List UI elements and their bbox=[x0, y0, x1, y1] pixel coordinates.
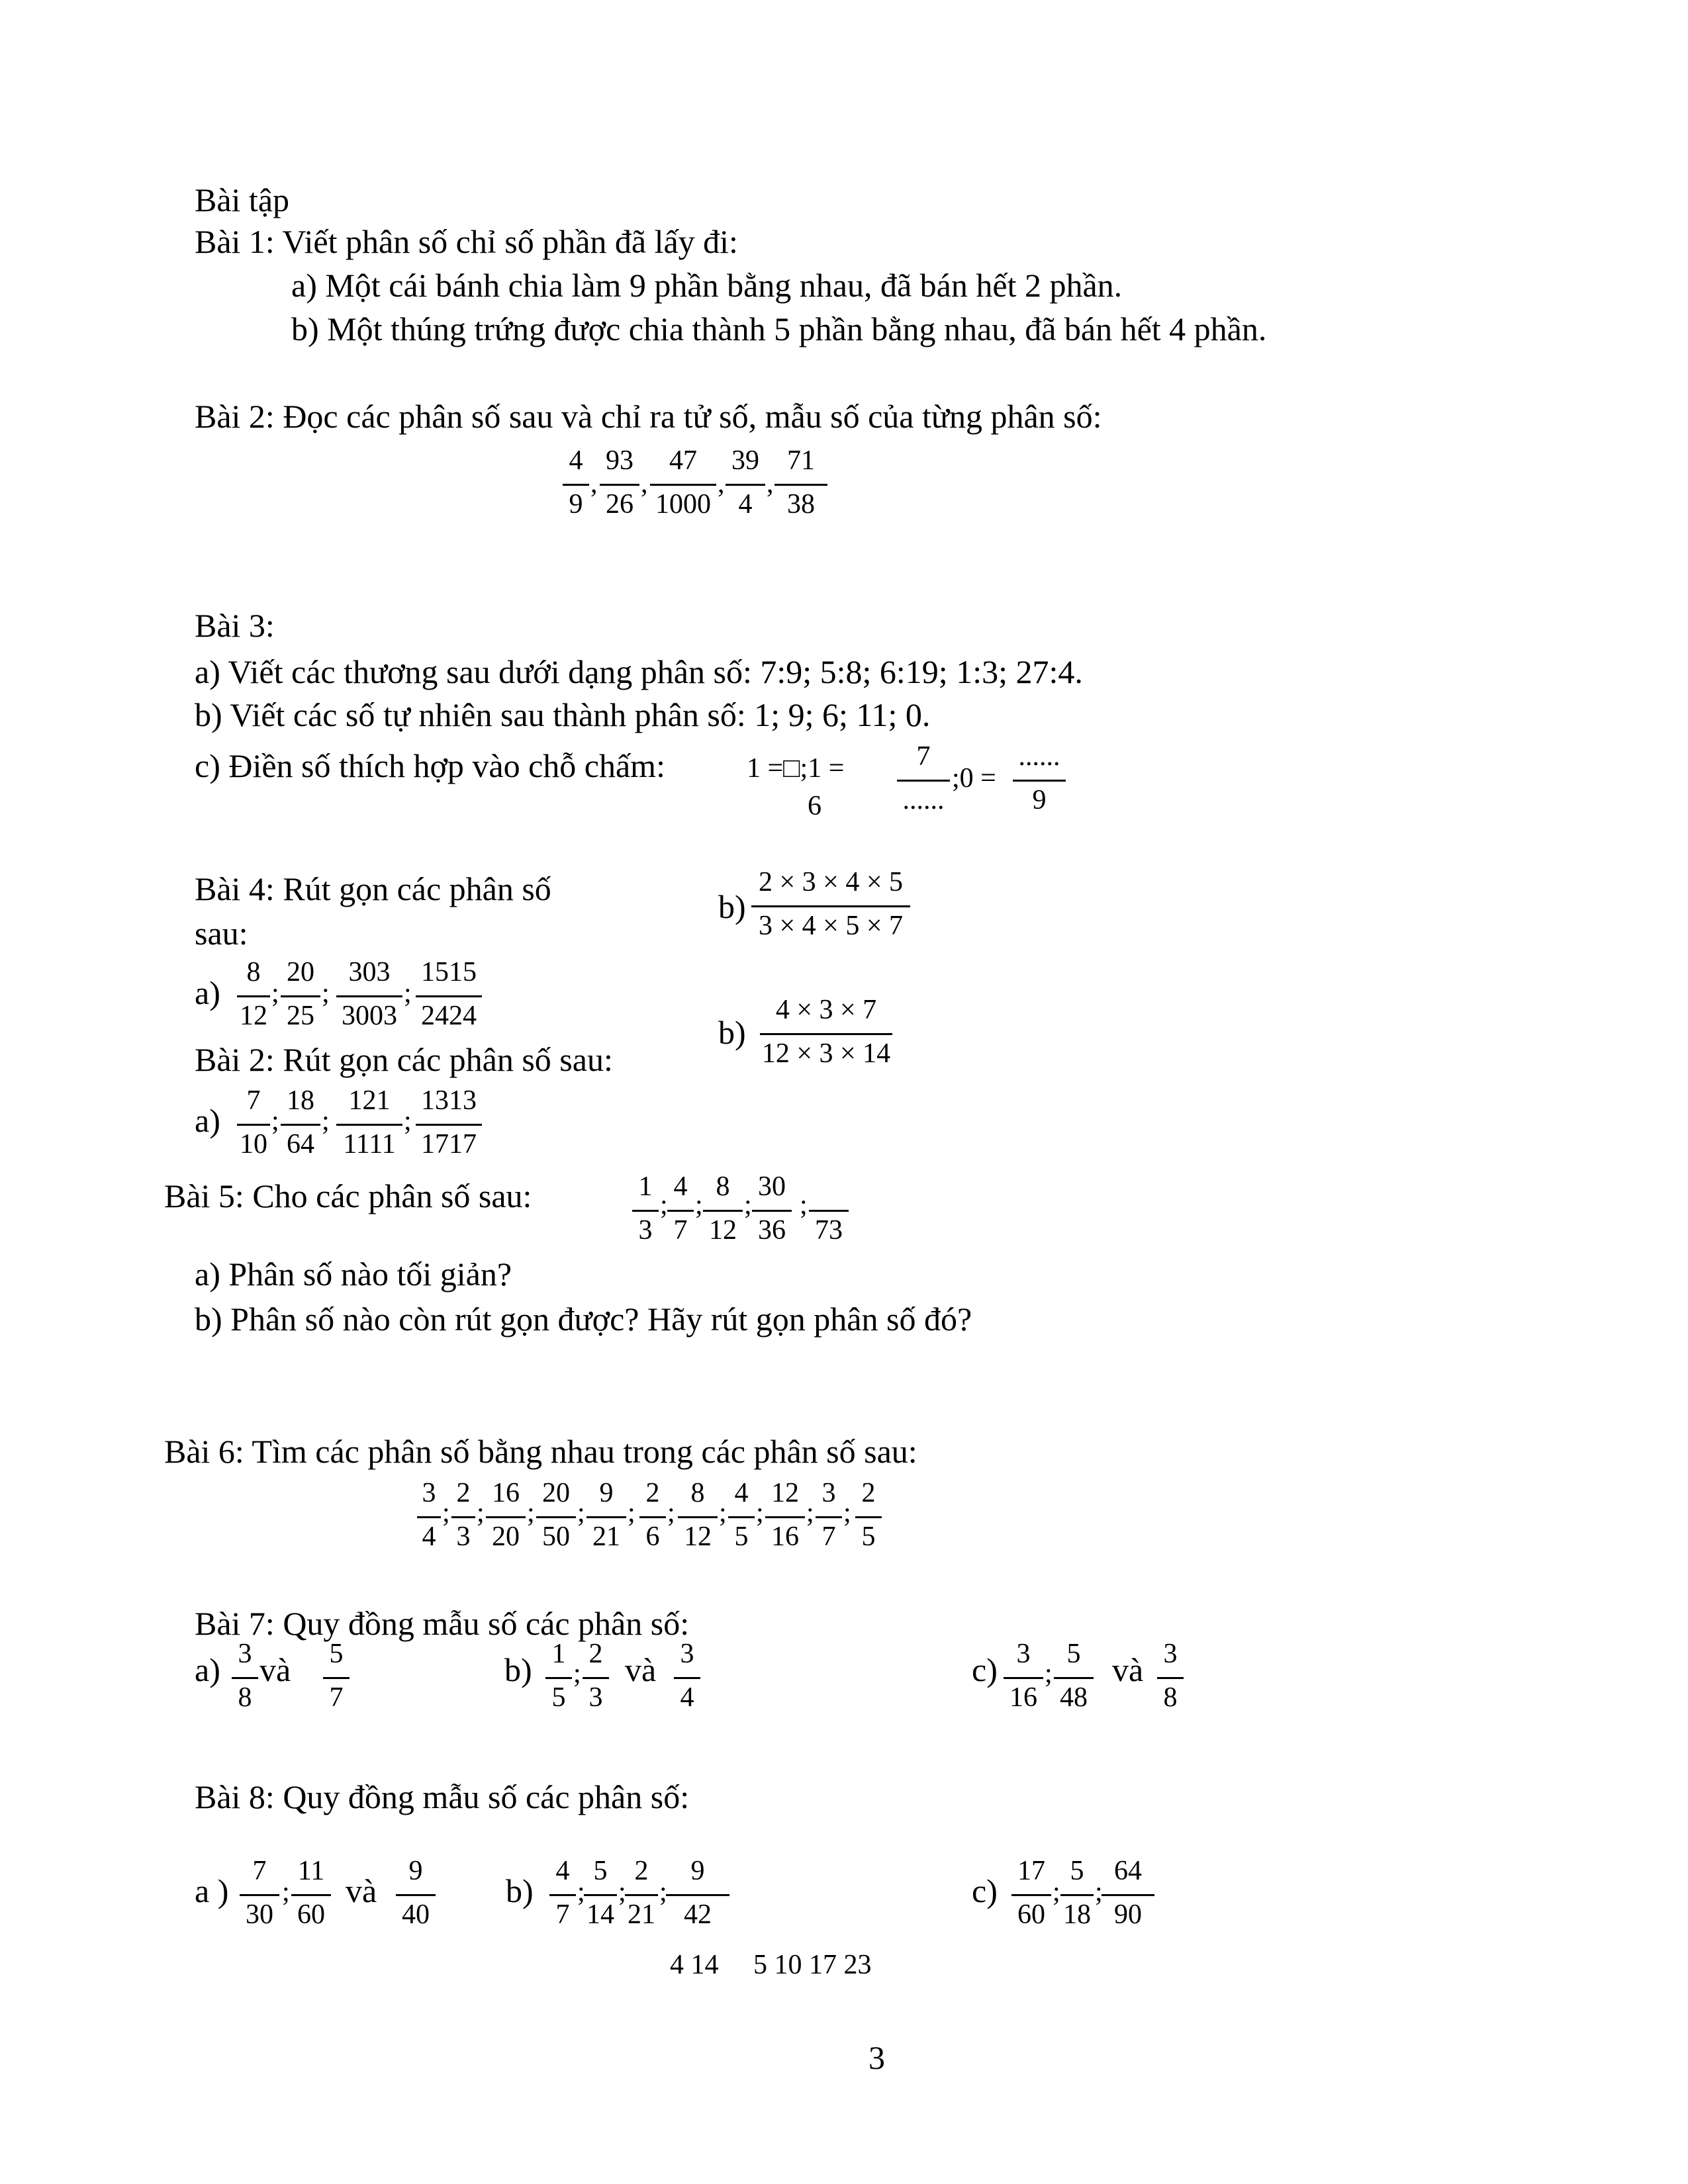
bai1-a: a) Một cái bánh chia làm 9 phần bằng nhau, đã bán hết 2 phần. bbox=[291, 267, 1123, 304]
separator: ; bbox=[271, 1106, 279, 1136]
bai5-b: b) Phân số nào còn rút gọn được? Hãy rút gọn phân số đó? bbox=[195, 1300, 972, 1338]
fraction: 3 8 bbox=[1157, 1640, 1184, 1719]
separator: ; bbox=[322, 978, 330, 1009]
fraction: 9 40 bbox=[396, 1857, 436, 1936]
fraction: 3 8 bbox=[232, 1640, 258, 1719]
fraction: 2 6 bbox=[639, 1479, 666, 1559]
fraction: 4 9 bbox=[563, 447, 589, 526]
separator: ; bbox=[577, 1498, 585, 1528]
fraction: 64 90 bbox=[1102, 1857, 1154, 1936]
separator: ; bbox=[1045, 1659, 1053, 1689]
bai2b-a-label: a) bbox=[195, 1102, 220, 1139]
fraction: 93 26 bbox=[600, 447, 639, 526]
bai7-c-label: c) bbox=[972, 1651, 998, 1688]
fraction: 7 ...... bbox=[897, 743, 950, 822]
fraction: 39 4 bbox=[726, 447, 765, 526]
bai5-a: a) Phân số nào tối giản? bbox=[195, 1255, 512, 1293]
fraction: 1313 1717 bbox=[416, 1087, 482, 1166]
bai3-title: Bài 3: bbox=[195, 607, 275, 644]
bai8-b-extra: 4 14 5 10 17 23 bbox=[670, 1950, 872, 1980]
bai7-title: Bài 7: Quy đồng mẫu số các phân số: bbox=[195, 1605, 690, 1642]
bai3-c-zero: ;0 = bbox=[952, 763, 996, 794]
separator: ; bbox=[618, 1877, 626, 1907]
separator: ; bbox=[1053, 1877, 1060, 1907]
separator: ; bbox=[843, 1498, 851, 1528]
fraction: 7 30 bbox=[240, 1857, 279, 1936]
fraction: ...... 9 bbox=[1013, 743, 1066, 822]
fraction: 20 25 bbox=[281, 958, 320, 1038]
fraction: 2 21 bbox=[625, 1857, 658, 1936]
bai4-title: Bài 4: Rút gọn các phân số bbox=[195, 870, 551, 907]
separator: ; bbox=[744, 1190, 752, 1220]
separator: ; bbox=[695, 1190, 703, 1220]
separator: ; bbox=[282, 1877, 290, 1907]
fraction: 1 3 bbox=[632, 1173, 659, 1252]
bai4-a-label: a) bbox=[195, 974, 220, 1011]
bai6-title: Bài 6: Tìm các phân số bằng nhau trong các phân số sau: bbox=[164, 1433, 917, 1470]
fraction: 47 1000 bbox=[650, 447, 716, 526]
bai2b-title: Bài 2: Rút gọn các phân số sau: bbox=[195, 1041, 613, 1078]
fraction: 4 × 3 × 7 12 × 3 × 14 bbox=[760, 996, 892, 1075]
separator: ; bbox=[806, 1498, 814, 1528]
fraction: 30 36 bbox=[752, 1173, 792, 1252]
conjunction-va: và bbox=[346, 1872, 377, 1909]
fraction: 8 12 bbox=[678, 1479, 718, 1559]
separator: ; bbox=[659, 1877, 667, 1907]
fraction: 303 3003 bbox=[336, 958, 402, 1038]
fraction: 9 21 bbox=[586, 1479, 626, 1559]
fraction: 4 7 bbox=[549, 1857, 576, 1936]
separator: ; bbox=[322, 1106, 330, 1136]
fraction: 16 20 bbox=[486, 1479, 526, 1559]
separator: ; bbox=[660, 1190, 668, 1220]
separator: ; bbox=[477, 1498, 485, 1528]
bai1-b: b) Một thúng trứng được chia thành 5 phần bằng nhau, đã bán hết 4 phần. bbox=[291, 310, 1267, 347]
separator: , bbox=[590, 469, 598, 499]
bai3-c-expr: 1 =□;1 = bbox=[747, 753, 845, 784]
fraction: 9 42 bbox=[666, 1857, 729, 1936]
separator: , bbox=[641, 469, 648, 499]
fraction: 2 3 bbox=[451, 1479, 475, 1559]
fraction: 3 4 bbox=[417, 1479, 441, 1559]
fraction: 7 10 bbox=[237, 1087, 270, 1166]
bai3-c-six: 6 bbox=[808, 791, 821, 821]
fraction: 71 38 bbox=[774, 447, 827, 526]
fraction: 1 5 bbox=[545, 1640, 572, 1719]
bai4-title-2: sau: bbox=[195, 915, 248, 952]
fraction: 5 7 bbox=[323, 1640, 350, 1719]
fraction: 2 × 3 × 4 × 5 3 × 4 × 5 × 7 bbox=[751, 868, 910, 948]
separator: ; bbox=[577, 1877, 585, 1907]
fraction: 73 bbox=[809, 1173, 849, 1252]
fraction: 3 16 bbox=[1004, 1640, 1043, 1719]
conjunction-va: và bbox=[1112, 1651, 1144, 1688]
fraction: 20 50 bbox=[536, 1479, 576, 1559]
bai4-b-label: b) bbox=[718, 888, 746, 925]
bai8-title: Bài 8: Quy đồng mẫu số các phân số: bbox=[195, 1778, 690, 1815]
bai4-b2-label: b) bbox=[718, 1014, 746, 1051]
separator: ; bbox=[667, 1498, 675, 1528]
bai8-c-label: c) bbox=[972, 1872, 998, 1909]
fraction: 3 4 bbox=[674, 1640, 700, 1719]
fraction: 18 64 bbox=[281, 1087, 320, 1166]
fraction: 2 5 bbox=[855, 1479, 882, 1559]
separator: ; bbox=[404, 1106, 412, 1136]
separator: ; bbox=[404, 978, 412, 1009]
bai3-b: b) Viết các số tự nhiên sau thành phân số: 1; 9; 6; 11; 0. bbox=[195, 696, 931, 733]
separator: , bbox=[718, 469, 725, 499]
separator: ; bbox=[573, 1659, 581, 1689]
fraction: 5 18 bbox=[1060, 1857, 1094, 1936]
bai5-title: Bài 5: Cho các phân số sau: bbox=[164, 1177, 532, 1214]
fraction: 8 12 bbox=[237, 958, 270, 1038]
conjunction-va: và bbox=[259, 1651, 291, 1688]
bai7-a-label: a) bbox=[195, 1651, 220, 1688]
fraction: 4 5 bbox=[728, 1479, 755, 1559]
bai8-a-label: a ) bbox=[195, 1872, 229, 1909]
fraction: 8 12 bbox=[703, 1173, 743, 1252]
fraction: 5 48 bbox=[1054, 1640, 1094, 1719]
separator: ; bbox=[271, 978, 279, 1009]
separator: ; bbox=[442, 1498, 450, 1528]
separator: ; bbox=[800, 1190, 808, 1220]
bai7-b-label: b) bbox=[504, 1651, 532, 1688]
bai8-b-label: b) bbox=[506, 1872, 534, 1909]
fraction: 3 7 bbox=[816, 1479, 842, 1559]
separator: ; bbox=[719, 1498, 727, 1528]
separator: ; bbox=[756, 1498, 764, 1528]
fraction: 4 7 bbox=[667, 1173, 694, 1252]
bai2-title: Bài 2: Đọc các phân số sau và chỉ ra tử số, mẫu số của từng phân số: bbox=[195, 398, 1102, 435]
bai3-a: a) Viết các thương sau dưới dạng phân số: 7:9; 5:8; 6:19; 1:3; 27:4. bbox=[195, 653, 1083, 690]
heading: Bài tập bbox=[195, 181, 290, 218]
fraction: 121 1111 bbox=[336, 1087, 402, 1166]
separator: ; bbox=[527, 1498, 535, 1528]
fraction: 11 60 bbox=[291, 1857, 331, 1936]
separator: ; bbox=[1095, 1877, 1103, 1907]
bai1-title: Bài 1: Viết phân số chỉ số phần đã lấy đi: bbox=[195, 223, 738, 260]
bai3-c: c) Điền số thích hợp vào chỗ chấm: bbox=[195, 747, 665, 784]
fraction: 2 3 bbox=[583, 1640, 609, 1719]
page-number: 3 bbox=[868, 2039, 885, 2076]
fraction: 12 16 bbox=[765, 1479, 805, 1559]
conjunction-va: và bbox=[625, 1651, 657, 1688]
fraction: 5 14 bbox=[584, 1857, 617, 1936]
separator: ; bbox=[628, 1498, 635, 1528]
fraction: 1515 2424 bbox=[416, 958, 482, 1038]
separator: , bbox=[767, 469, 774, 499]
fraction: 17 60 bbox=[1011, 1857, 1051, 1936]
